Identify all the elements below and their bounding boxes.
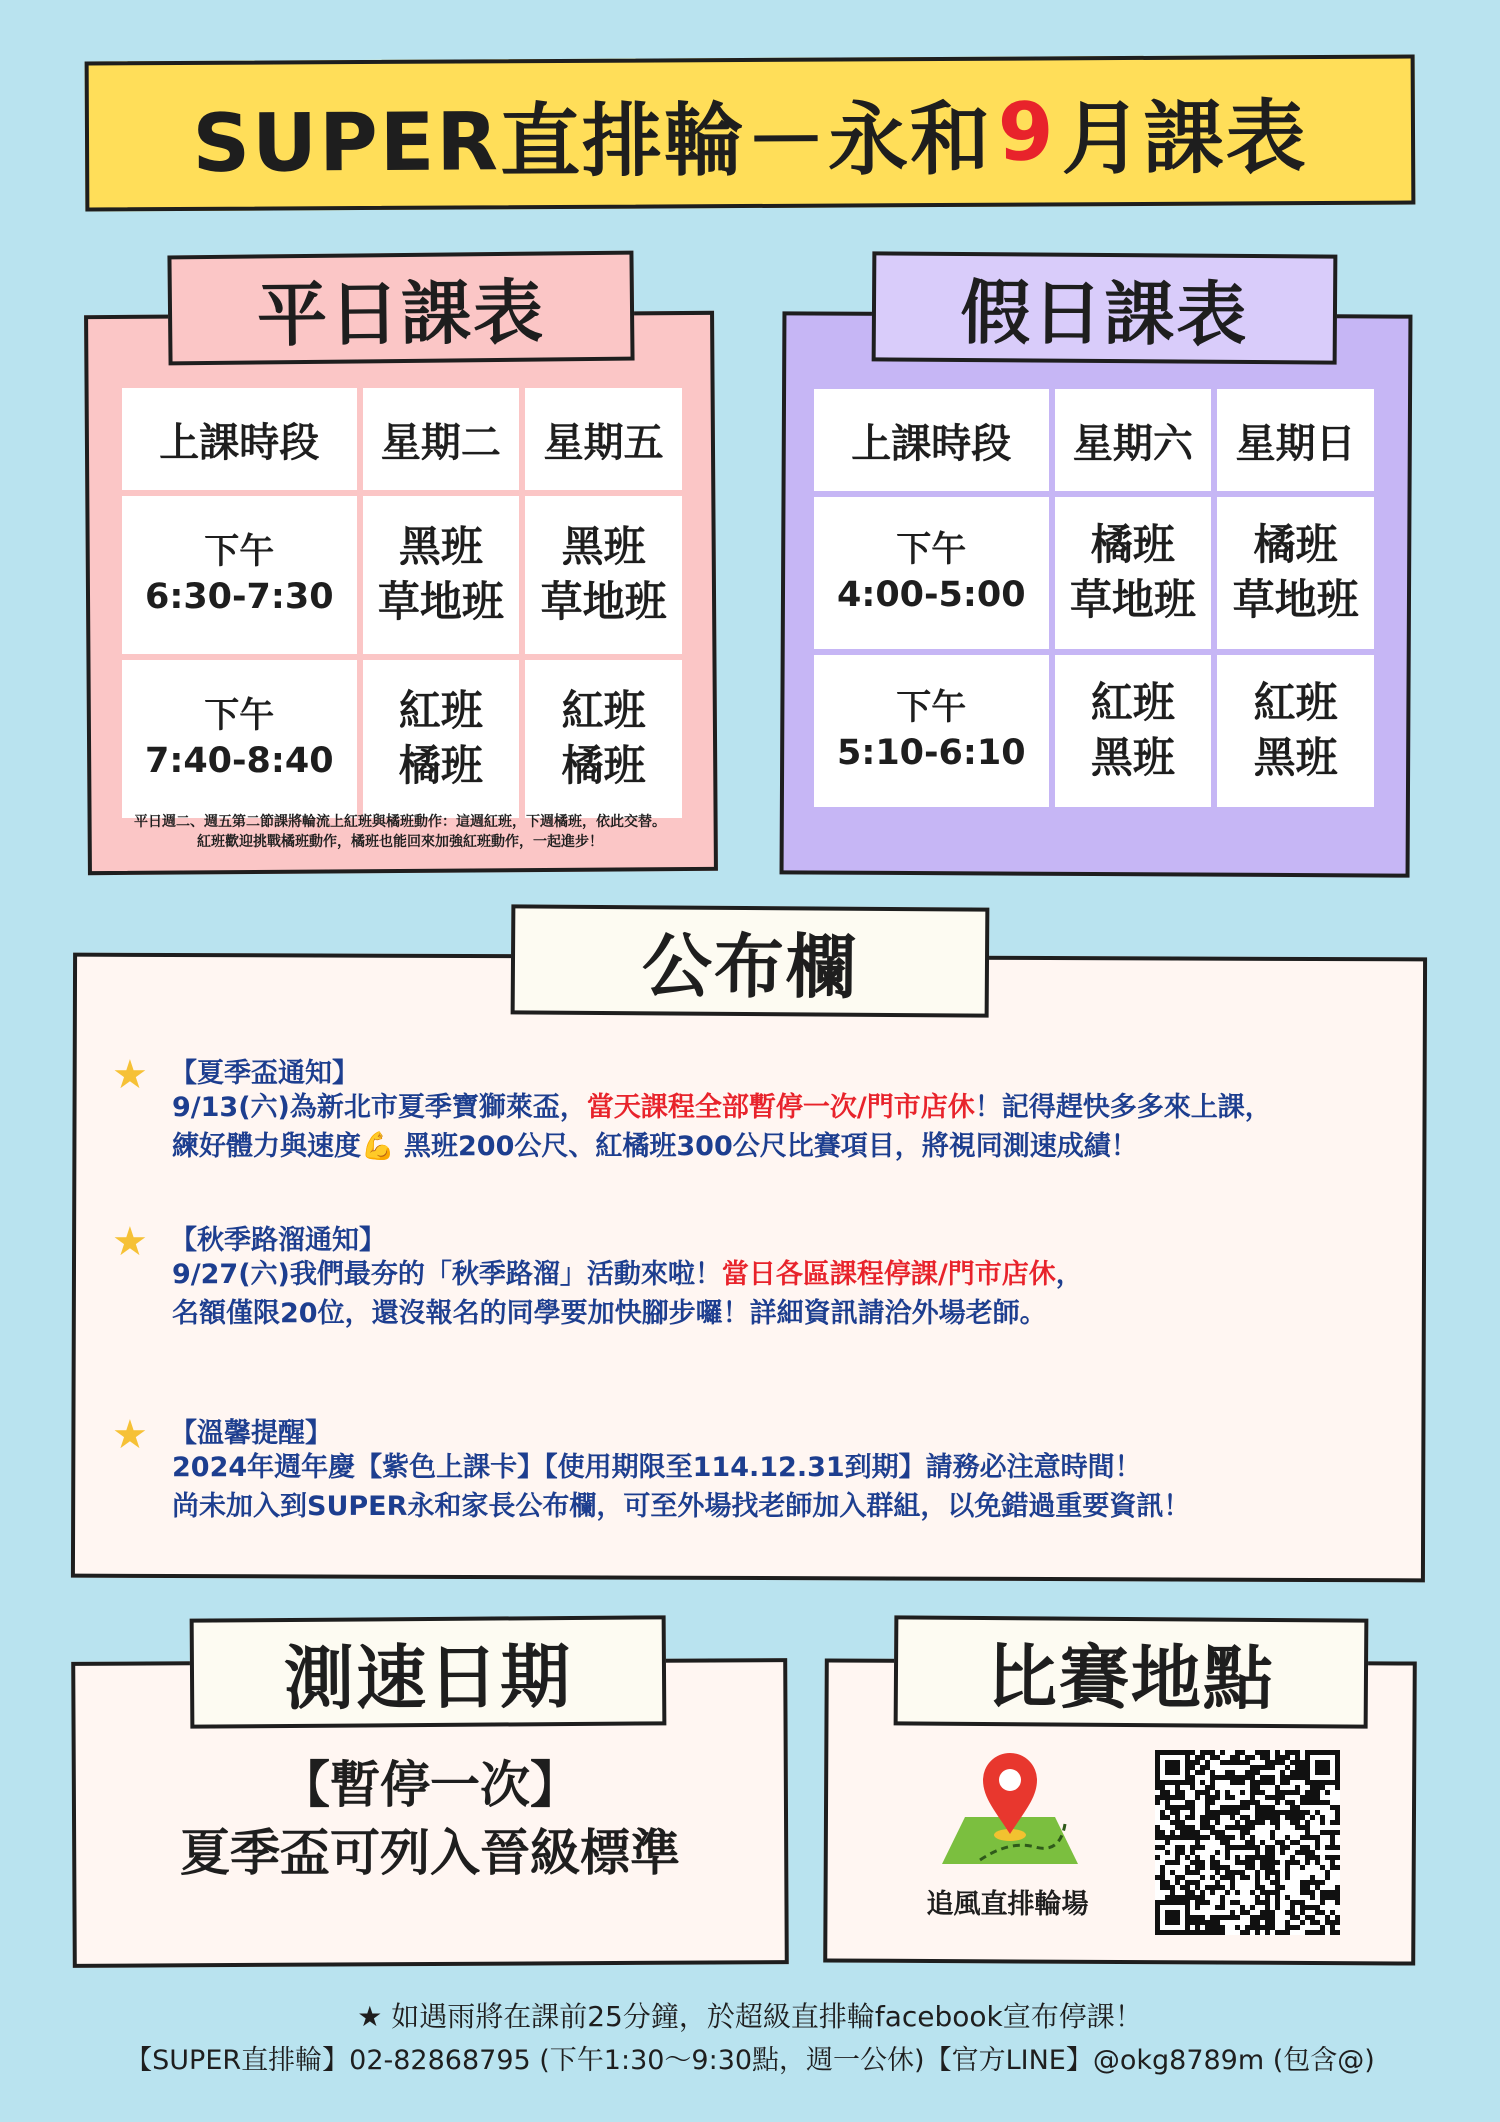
notice-heading: 【夏季盃通知】 [170, 1058, 359, 1089]
table-row [814, 497, 1374, 649]
map-pin-icon [940, 1742, 1080, 1872]
notice-item [112, 1051, 1412, 1171]
notice-heading: 【秋季路溜通知】 [170, 1225, 386, 1256]
speed-test-text: 【暫停一次】 夏季盃可列入晉級標準 [180, 1756, 680, 1882]
venue-name: 追風直排輪場 [926, 1889, 1089, 1920]
rain-notice: ★ 如遇雨將在課前25分鐘，於超級直排輪facebook宣布停課！ [357, 2000, 1143, 2033]
class-cell: 紅班 橘班 [525, 660, 682, 818]
speed-test-title: 測速日期 [190, 1615, 667, 1728]
notice-item [112, 1218, 1412, 1338]
table-header: 星期五 [525, 388, 682, 490]
time-slot-cell: 下午 6:30-7:30 [122, 496, 357, 654]
class-cell: 橘班 草地班 [1055, 497, 1212, 649]
time-slot-cell: 下午 4:00-5:00 [814, 497, 1049, 649]
title-month: 9 [997, 84, 1056, 179]
table-row [122, 496, 682, 654]
weekday-schedule-table [116, 382, 688, 824]
title-prefix: SUPER直排輪－永和 [192, 92, 993, 190]
table-header: 上課時段 [814, 389, 1049, 491]
notice-heading: 【溫馨提醒】 [170, 1418, 332, 1449]
bulletin-board-title: 公布欄 [511, 904, 990, 1017]
star-icon: ★ [112, 1052, 148, 1098]
weekday-schedule-note: 平日週二、週五第二節課將輪流上紅班與橘班動作：這週紅班，下週橘班，依此交替。 紅班歡迎挑戰橘班動作，橘班也能回來加強紅班動作，一起進步！ [134, 814, 666, 851]
weekday-schedule-title: 平日課表 [167, 251, 634, 366]
table-header: 星期二 [363, 388, 520, 490]
table-row [814, 655, 1374, 807]
notice-body: 9/13(六)為新北市夏季寶獅萊盃，當天課程全部暫停一次/門市店休！記得趕快多多來上課， 練好體力與速度💪 黑班200公尺、紅橘班300公尺比賽項目，將視同測速成績！ [172, 1092, 1272, 1163]
weekend-schedule-title: 假日課表 [872, 251, 1338, 364]
class-cell: 紅班 黑班 [1055, 655, 1212, 807]
time-slot-cell: 下午 7:40-8:40 [122, 660, 357, 818]
class-cell: 紅班 黑班 [1217, 655, 1374, 807]
table-row [122, 660, 682, 818]
time-slot-cell: 下午 5:10-6:10 [814, 655, 1049, 807]
table-header: 星期日 [1217, 389, 1374, 491]
class-cell: 黑班 草地班 [525, 496, 682, 654]
qr-code[interactable] [1155, 1750, 1340, 1935]
table-header: 星期六 [1055, 389, 1212, 491]
contact-info: 【SUPER直排輪】02-82868795 (下午1:30～9:30點，週一公休)【官方LINE】@okg8789m (包含@) [125, 2045, 1375, 2076]
class-cell: 黑班 草地班 [363, 496, 520, 654]
class-cell: 紅班 橘班 [363, 660, 520, 818]
weekend-schedule-table [808, 383, 1380, 813]
star-icon: ★ [112, 1412, 148, 1458]
venue-title: 比賽地點 [894, 1615, 1369, 1728]
title-suffix: 月課表 [1061, 90, 1308, 185]
table-header: 上課時段 [122, 388, 357, 490]
star-icon: ★ [112, 1219, 148, 1265]
notice-body: 9/27(六)我們最夯的「秋季路溜」活動來啦！當日各區課程停課/門市店休， 名額僅限20位，還沒報名的同學要加快腳步囉！詳細資訊請洽外場老師。 [172, 1259, 1083, 1330]
notice-body: 2024年週年慶【紫色上課卡】【使用期限至114.12.31到期】請務必注意時間！ 尚未加入到SUPER永和家長公布欄，可至外場找老師加入群組，以免錯過重要資訊！ [172, 1452, 1191, 1523]
class-cell: 橘班 草地班 [1217, 497, 1374, 649]
notice-item [112, 1411, 1412, 1531]
page-title [85, 55, 1416, 212]
